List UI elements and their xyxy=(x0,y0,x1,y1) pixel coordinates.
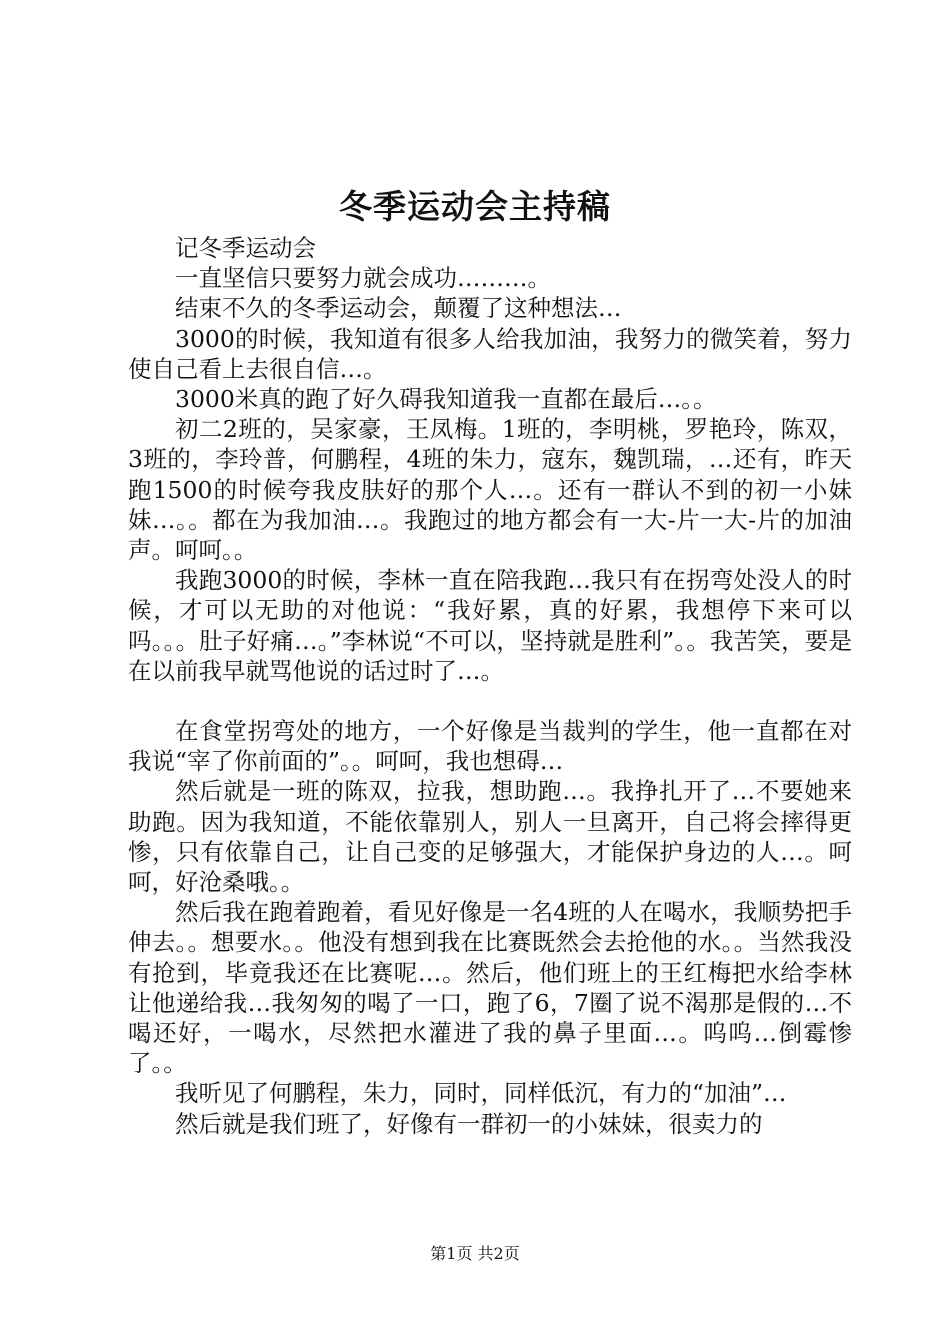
paragraph: 然后就是一班的陈双，拉我，想助跑…。我挣扎开了…不要她来助跑。因为我知道，不能依靠别人，别人一旦离开，自己将会摔得更惨，只有依靠自己，让自己变的足够强大，才能保护身边的人…。呵呵，好沧桑哦。。 xyxy=(128,777,852,897)
paragraph: 一直坚信只要努力就会成功………。 xyxy=(175,264,551,293)
paragraph: 我跑3000的时候，李林一直在陪我跑…我只有在拐弯处没人的时候，才可以无助的对他说：“我好累，真的好累，我想停下来可以吗。。。肚子好痛…。”李林说“不可以，坚持就是胜利”。。我苦笑，要是在以前我早就骂他说的话过时了…。 xyxy=(128,566,852,685)
paragraph: 记冬季运动会 xyxy=(175,234,316,262)
paragraph: 我听见了何鹏程，朱力，同时，同样低沉，有力的“加油”… xyxy=(175,1079,787,1108)
page-footer: 第1页 共2页 xyxy=(430,1244,520,1263)
paragraph: 初二2班的，吴家豪，王凤梅。1班的，李明桃，罗艳玲，陈双，3班的，李玲普，何鹏程，4班的朱力，寇东，魏凯瑞，…还有，昨天跑1500的时候夸我皮肤好的那个人…。还有一群认不到的初一小妹妹…。。都在为我加油…。我跑过的地方都会有一大-片一大-片的加油声。呵呵。。 xyxy=(128,415,852,565)
paragraph: 然后就是我们班了，好像有一群初一的小妹妹，很卖力的 xyxy=(175,1109,763,1138)
document-title: 冬季运动会主持稿 xyxy=(339,187,611,226)
paragraph-spacer xyxy=(128,686,852,716)
paragraph: 在食堂拐弯处的地方，一个好像是当裁判的学生，他一直都在对我说“宰了你前面的”。。呵呵，我也想碍… xyxy=(128,717,852,776)
document-body xyxy=(128,233,852,1139)
paragraph: 然后我在跑着跑着，看见好像是一名4班的人在喝水，我顺势把手伸去。。想要水。。他没有想到我在比赛既然会去抢他的水。。当然我没有抢到，毕竟我还在比赛呢…。然后，他们班上的王红梅把水给李林让他递给我…我匆匆的喝了一口，跑了6，7圈了说不渴那是假的…不喝还好，一喝水，尽然把水灌进了我的鼻子里面…。呜呜…倒霉惨了。。 xyxy=(128,898,852,1078)
paragraph: 3000的时候，我知道有很多人给我加油，我努力的微笑着，努力使自己看上去很自信…。 xyxy=(128,324,852,383)
paragraph: 3000米真的跑了好久碍我知道我一直都在最后…。。 xyxy=(175,385,717,414)
paragraph: 结束不久的冬季运动会，颠覆了这种想法… xyxy=(175,294,622,323)
